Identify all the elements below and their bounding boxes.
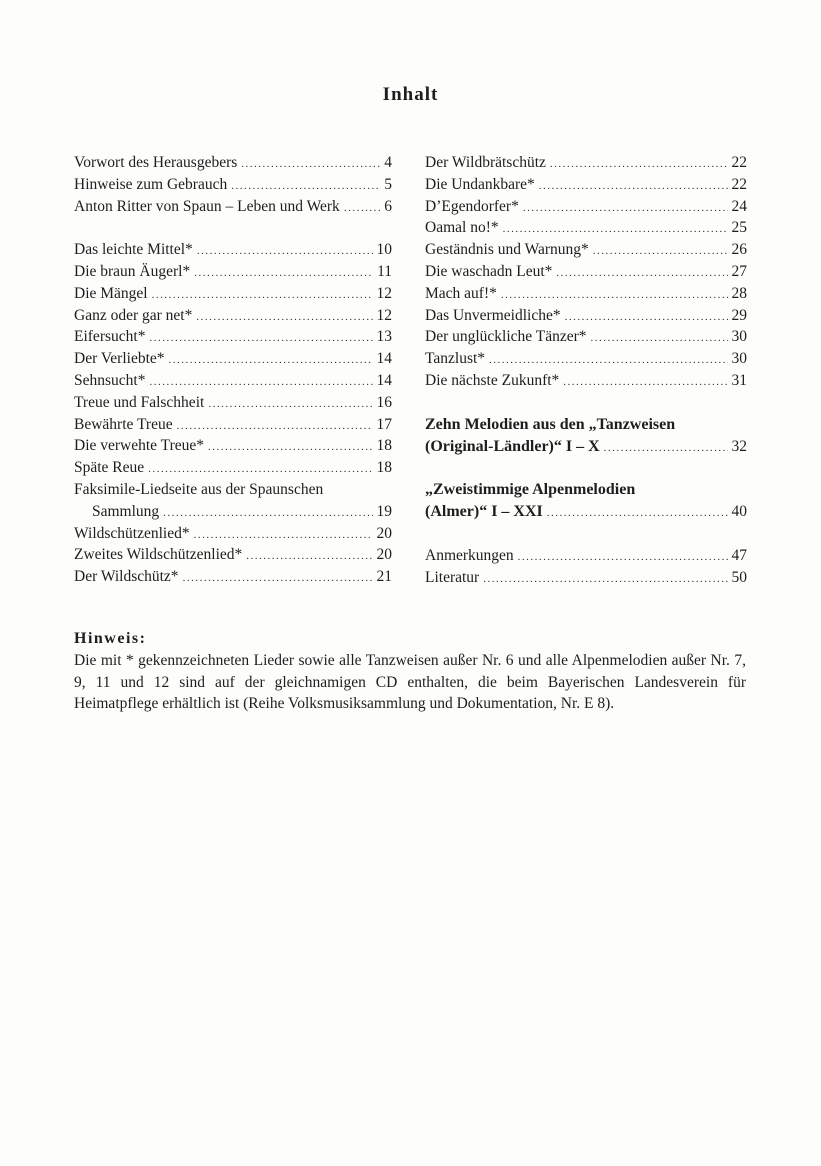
toc-entry: Oamal no!* ..... 25 <box>425 217 747 239</box>
toc-entry: Der Wildschütz* ..... 21 <box>74 566 392 588</box>
toc-entry: D’Egendorfer* ..... 24 <box>425 196 747 218</box>
toc-right-column <box>425 152 747 589</box>
note-heading: Hinweis: <box>74 630 147 647</box>
toc-entry: Ganz oder gar net* ..... 12 <box>74 305 392 327</box>
toc-entry: Späte Reue ..... 18 <box>74 457 392 479</box>
toc-entry: Geständnis und Warnung* ..... 26 <box>425 239 747 261</box>
toc-entry: Die braun Äugerl* ..... 11 <box>74 261 392 283</box>
toc-entry: Zweites Wildschützenlied* ..... 20 <box>74 544 392 566</box>
toc-entry: Tanzlust* ..... 30 <box>425 348 747 370</box>
toc-entry: Die verwehte Treue* ..... 18 <box>74 435 392 457</box>
toc-entry: Der unglückliche Tänzer* ..... 30 <box>425 326 747 348</box>
toc-entry: Die waschadn Leut* ..... 27 <box>425 261 747 283</box>
toc-entry: Vorwort des Herausgebers ..... 4 <box>74 152 392 174</box>
toc-entry: Der Wildbrätschütz ..... 22 <box>425 152 747 174</box>
toc-entry: Anmerkungen ..... 47 <box>425 545 747 567</box>
toc-section-heading: Zehn Melodien aus den „Tanzweisen <box>425 415 676 433</box>
toc-entry: Die Mängel ..... 12 <box>74 283 392 305</box>
page-title: Inhalt <box>382 84 439 105</box>
toc-entry: (Original-Ländler)“ I – X ..... 32 <box>425 436 747 458</box>
toc-entry: Wildschützenlied* ..... 20 <box>74 523 392 545</box>
toc-entry: Hinweise zum Gebrauch ..... 5 <box>74 174 392 196</box>
toc-entry: Bewährte Treue ..... 17 <box>74 414 392 436</box>
toc-entry: Sammlung ..... 19 <box>74 501 392 523</box>
toc-left-column <box>74 152 392 588</box>
toc-entry: Die nächste Zukunft* ..... 31 <box>425 370 747 392</box>
toc-entry: Das Unvermeidliche* ..... 29 <box>425 305 747 327</box>
toc-entry: Faksimile-Liedseite aus der Spaunschen <box>74 480 324 498</box>
toc-entry: Anton Ritter von Spaun – Leben und Werk ..... 6 <box>74 196 392 218</box>
toc-entry: Mach auf!* ..... 28 <box>425 283 747 305</box>
toc-entry: Treue und Falschheit ..... 16 <box>74 392 392 414</box>
toc-entry: Die Undankbare* ..... 22 <box>425 174 747 196</box>
toc-entry: Der Verliebte* ..... 14 <box>74 348 392 370</box>
toc-entry: Literatur ..... 50 <box>425 567 747 589</box>
toc-entry: Das leichte Mittel* ..... 10 <box>74 239 392 261</box>
toc-entry: Eifersucht* ..... 13 <box>74 326 392 348</box>
toc-section-heading: „Zweistimmige Alpenmelodien <box>425 481 636 499</box>
toc-entry: (Almer)“ I – XXI ..... 40 <box>425 501 747 523</box>
note-body: Die mit * gekennzeichneten Lieder sowie alle Tanzweisen außer Nr. 6 und alle Alpenmelodien außer Nr. 7, 9, 11 und 12 sind auf der gleichnamigen CD enthalten, die beim Bayerischen Landesverein für Heimatpflege erhältlich ist (Reihe Volksmusiksammlung und Dokumentation, Nr. E 8). <box>74 651 746 713</box>
note-section <box>74 628 746 715</box>
toc-entry: Sehnsucht* ..... 14 <box>74 370 392 392</box>
